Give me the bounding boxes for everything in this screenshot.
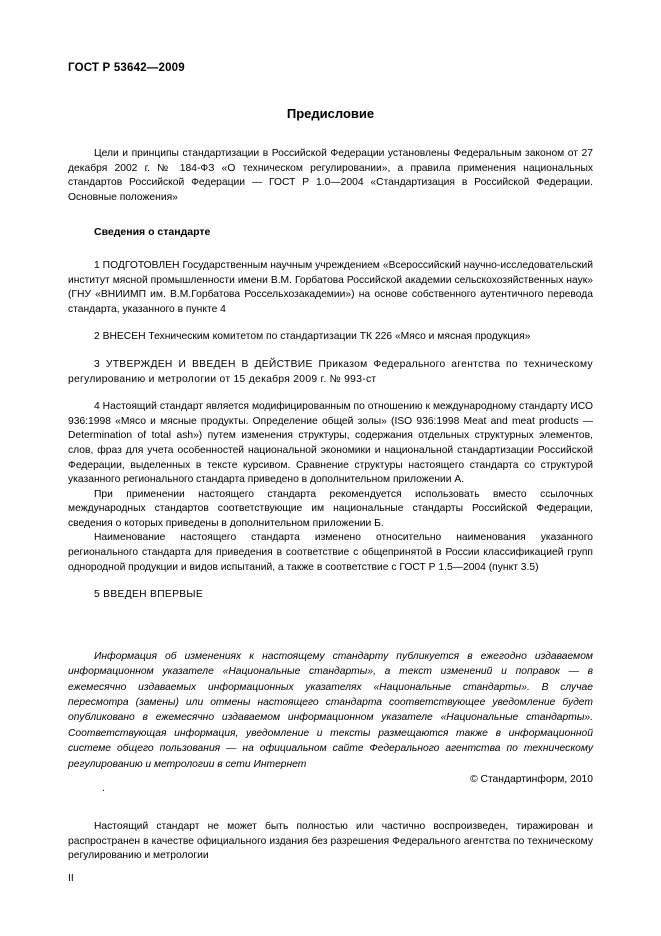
clause-4: 4 Настоящий стандарт является модифицированным по отношению к международному стандарту ИСО 936:1998 «Мясо и мясные продукты. Определение общей золы» (ISO 936:1998 Meat and meat products — Determination of total ash») путем изменения структуры, содержания отдельных структурных элементов, слов, фраз для учета особенностей национальной экономики и национальной стандартизации Российской Федерации, выделенных в тексте курсивом. Сравнение структуры настоящего стандарта со структурой указанного регионального стандарта приведено в дополнительном приложении А. xyxy=(68,401,593,486)
footer-notice: Настоящий стандарт не может быть полностью или частично воспроизведен, тиражирован и распространен в качестве официального издания без разрешения Федерального агентства по техническому регулированию и метрологии xyxy=(68,821,593,862)
clause-2: 2 ВНЕСЕН Техническим комитетом по стандартизации ТК 226 «Мясо и мясная продукция» xyxy=(94,331,531,343)
paragraph-naming: Наименование настоящего стандарта изменено относительно наименования указанного регионального стандарта для приведения в соответствие с общепринятой в России классификацией групп однородной продукции и видов испытаний, а также в соответствие с ГОСТ Р 1.5—2004 (пункт 3.5) xyxy=(68,532,593,573)
page-number: II xyxy=(68,873,74,884)
copyright-notice: © Стандартинформ, 2010 xyxy=(470,774,593,785)
paragraph-application: При применении настоящего стандарта рекомендуется использовать вместо ссылочных международных стандартов соответствующие им национальные стандарты Российской Федерации, сведения о которых приведены в дополнительном приложении Б. xyxy=(68,488,593,529)
clause-1: 1 ПОДГОТОВЛЕН Государственным научным учреждением «Всероссийский научно-исследовательский институт мясной промышленности имени В.М. Горбатова Российской академии сельскохозяйственных наук» (ГНУ «ВНИИМП им. В.М.Горбатова Россельхозакадемии») на основе собственного аутентичного перевода стандарта, указанного в пункте 4 xyxy=(68,259,593,315)
changes-note xyxy=(68,649,593,772)
changes-note-text: Информация об изменениях к настоящему стандарту публикуется в ежегодно издаваемом информационном указателе «Национальные стандарты», а текст изменений и поправок — в ежемесячно издаваемых информационных указателях «Национальные стандарты». В случае пересмотра (замены) или отмены настоящего стандарта соответствующее уведомление будет опубликовано в ежемесячно издаваемом информационном указателе «Национальные стандарты». Соответствующая информация, уведомление и тексты размещаются также в информационной системе общего пользования — на официальном сайте Федерального агентства по техническому регулированию и метрологии в сети Интернет xyxy=(68,650,593,770)
intro-paragraph: Цели и принципы стандартизации в Российской Федерации установлены Федеральным законом от 27 декабря 2002 г. № 184-ФЗ «О техническом регулировании», а правила применения национальных стандартов Российской Федерации — ГОСТ Р 1.0—2004 «Стандартизация в Российской Федерации. Основные положения» xyxy=(68,148,593,203)
clause-5: 5 ВВЕДЕН ВПЕРВЫЕ xyxy=(94,589,203,601)
section-heading: Сведения о стандарте xyxy=(94,226,211,239)
page-title: Предисловие xyxy=(286,106,375,121)
dot-marker: . xyxy=(102,783,105,795)
clause-3: 3 УТВЕРЖДЕН И ВВЕДЕН В ДЕЙСТВИЕ Приказом Федерального агентства по техническому регулированию и метрологии от 15 декабря 2009 г. № 993-ст xyxy=(68,358,593,385)
document-code: ГОСТ Р 53642—2009 xyxy=(68,62,185,74)
